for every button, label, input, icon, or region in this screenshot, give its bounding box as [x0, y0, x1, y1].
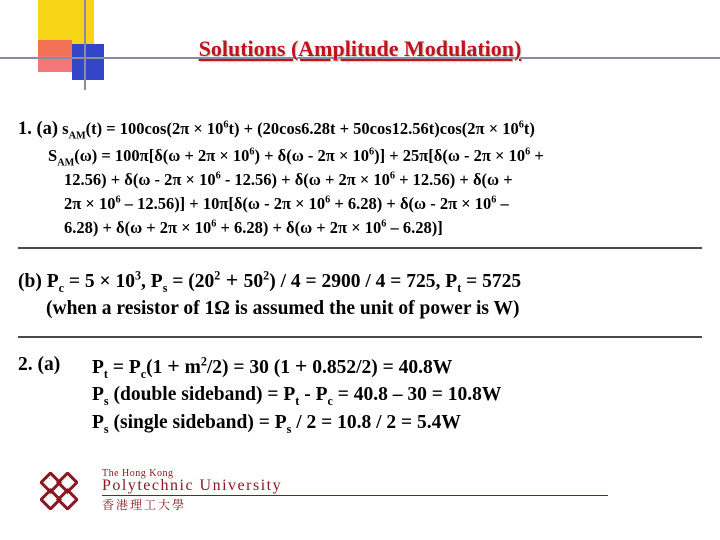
q2a-line1: $P_t = P_c(1 + m^2/2) = 30$ (1 + 0.852/2) = 40.8W — [92, 354, 453, 381]
q1a-line1: 1. (a) $s_{AM}(t) = 100\cos(2\pi \times 10^6t) + (20\cos 6.28t + 50\cos 12.56t)\cos(2\pi \times 10^6t)$ — [18, 118, 535, 142]
university-logo — [40, 468, 610, 512]
divider — [18, 336, 702, 338]
logo-line3: 香港理工大學 — [102, 498, 187, 512]
logo-line2: Polytechnic University — [102, 477, 283, 494]
q1a-line5: $6.28) + \delta(\omega + 2\pi \times 10^6 + 6.28) + \delta(\omega + 2\pi \times 10^6 - 6.28)$] — [64, 218, 443, 237]
q1b-line2: (when a resistor of 1Ω is assumed the unit of power is W) — [46, 298, 520, 319]
q2a-label: 2. (a) — [18, 354, 61, 375]
divider — [18, 247, 702, 249]
polyu-emblem-icon — [40, 472, 78, 510]
q1a-label: 1. (a) — [18, 118, 59, 138]
slide-title: Solutions (Amplitude Modulation) — [198, 36, 522, 61]
q1a-line3: $12.56) + \delta(\omega - 2\pi \times 10^6 - 12.56) + \delta(\omega + 2\pi \times 10^6 + 12.56) + \delta(\omega$ + — [64, 170, 513, 189]
q1a-line2: $S_{AM}(\omega) = 100\pi[\delta(\omega + 2\pi \times 10^6) + \delta(\omega - 2\pi \times 10^6)] + 25\pi[\delta(\omega - 2\pi \times 10^6$ + — [48, 146, 544, 169]
q2a-line2: $P_s$ (double sideband) = $P_t - P_c = 40.8 - 30 = 10.8W$ — [92, 384, 502, 408]
q2a-line3: $P_s$ (single sideband) = $P_s / 2 = 10.8 / 2 = 5.4W$ — [92, 412, 461, 436]
logo-line1: The Hong Kong — [102, 468, 174, 479]
q1b-line1: (b) $P_c = 5 \times 10^3$, $P_s = (20^2 + 50^2) / 4 = 2900 / 4 = 725$, $P_t = 5725$ — [18, 268, 522, 295]
logo-wordmark — [102, 468, 610, 512]
q1a-line4: $2\pi \times 10^6 - 12.56)] + 10\pi[\delta(\omega - 2\pi \times 10^6 + 6.28) + \delta(\omega - 2\pi \times 10^6$ – — [64, 194, 509, 213]
